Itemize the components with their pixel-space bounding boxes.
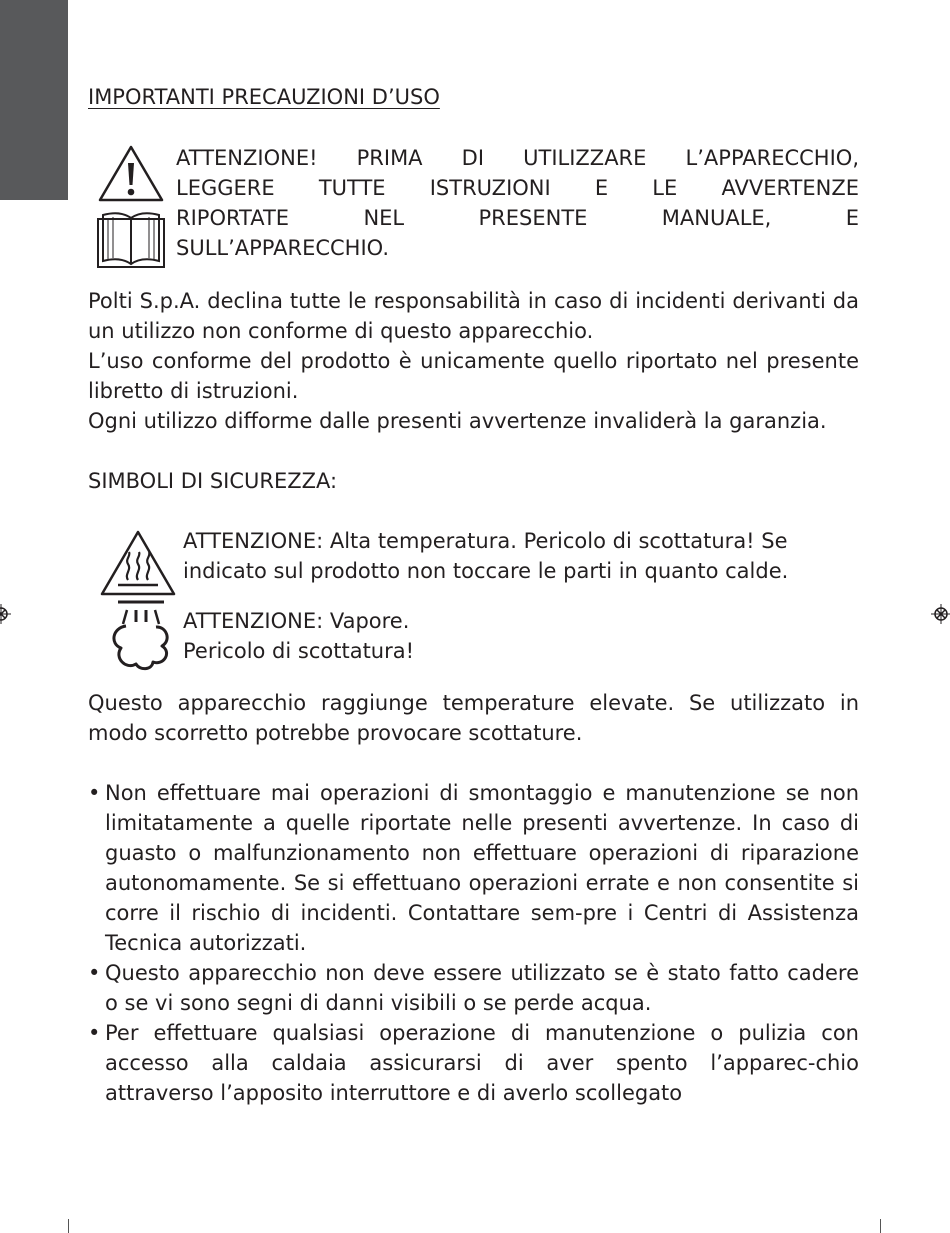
warning-line: LEGGERE TUTTE ISTRUZIONI E LE AVVERTENZE xyxy=(176,176,859,200)
page-title: IMPORTANTI PRECAUZIONI D’USO xyxy=(88,85,440,109)
disclaimer-paragraph: L’uso conforme del prodotto è unicamente quello riportato nel presente libretto di istruzioni. xyxy=(88,349,859,403)
safety-symbols-title: SIMBOLI DI SICUREZZA: xyxy=(88,469,338,493)
disclaimer-paragraph: Polti S.p.A. declina tutte le responsabilità in caso di incidenti derivanti da un utilizzo non conforme di questo apparecchio. xyxy=(88,289,859,343)
warning-line: ATTENZIONE! PRIMA DI UTILIZZARE L’APPARECCHIO, xyxy=(176,146,859,170)
warning-triangle-icon xyxy=(96,143,166,203)
disclaimer-paragraph: Ogni utilizzo difforme dalle presenti avvertenze invaliderà la garanzia. xyxy=(88,409,827,433)
crop-mark-bottom-right xyxy=(880,1219,881,1233)
registration-mark-right xyxy=(931,604,950,624)
hot-surface-text: ATTENZIONE: Alta temperatura. Pericolo di scottatura! Se indicato sul prodotto non toccare le parti in quanto calde. xyxy=(183,529,789,583)
precautions-list xyxy=(88,778,859,1108)
bullet: • xyxy=(88,781,101,805)
registration-mark-left xyxy=(0,604,11,624)
steam-symbol xyxy=(88,606,859,674)
warning-line: RIPORTATE NEL PRESENTE MANUALE, E xyxy=(176,206,859,230)
warning-icons xyxy=(88,143,176,271)
read-manual-warning xyxy=(88,143,859,271)
list-item-text: Per effettuare qualsiasi operazione di manutenzione o pulizia con accesso alla caldaia assicurarsi di aver spento l’apparec-chio attraverso l’apposito interruttore e di averlo scollegato xyxy=(105,1021,859,1105)
steam-text xyxy=(183,606,859,674)
page-content xyxy=(88,82,859,1108)
hot-surface-symbol xyxy=(88,526,859,598)
steam-text-line: ATTENZIONE: Vapore. xyxy=(183,609,410,633)
crop-mark-bottom-left xyxy=(68,1219,69,1233)
steam-text-line: Pericolo di scottatura! xyxy=(183,639,415,663)
bullet: • xyxy=(88,961,101,985)
side-tab xyxy=(0,0,68,200)
manual-book-icon xyxy=(96,211,166,271)
bullet: • xyxy=(88,1021,101,1045)
list-item-text: Questo apparecchio non deve essere utilizzato se è stato fatto cadere o se vi sono segni di danni visibili o se perde acqua. xyxy=(105,961,859,1015)
disclaimer xyxy=(88,286,859,436)
steam-icon xyxy=(106,598,176,674)
warning-text xyxy=(176,143,859,271)
temperature-note: Questo apparecchio raggiunge temperature elevate. Se utilizzato in modo scorretto potrebbe provocare scottature. xyxy=(88,691,859,745)
list-item xyxy=(88,958,859,1018)
list-item xyxy=(88,1018,859,1108)
list-item-text: Non effettuare mai operazioni di smontaggio e manutenzione se non limitatamente a quelle riportate nelle presenti avvertenze. In caso di guasto o malfunzionamento non effettuare operazioni di riparazione autonomamente. Se si effettuano operazioni errate e non consentite si corre il rischio di incidenti. Contattare sem-pre i Centri di Assistenza Tecnica autorizzati. xyxy=(105,781,859,955)
list-item xyxy=(88,778,859,958)
warning-line: SULL’APPARECCHIO. xyxy=(176,236,390,260)
hot-surface-icon xyxy=(98,528,178,598)
